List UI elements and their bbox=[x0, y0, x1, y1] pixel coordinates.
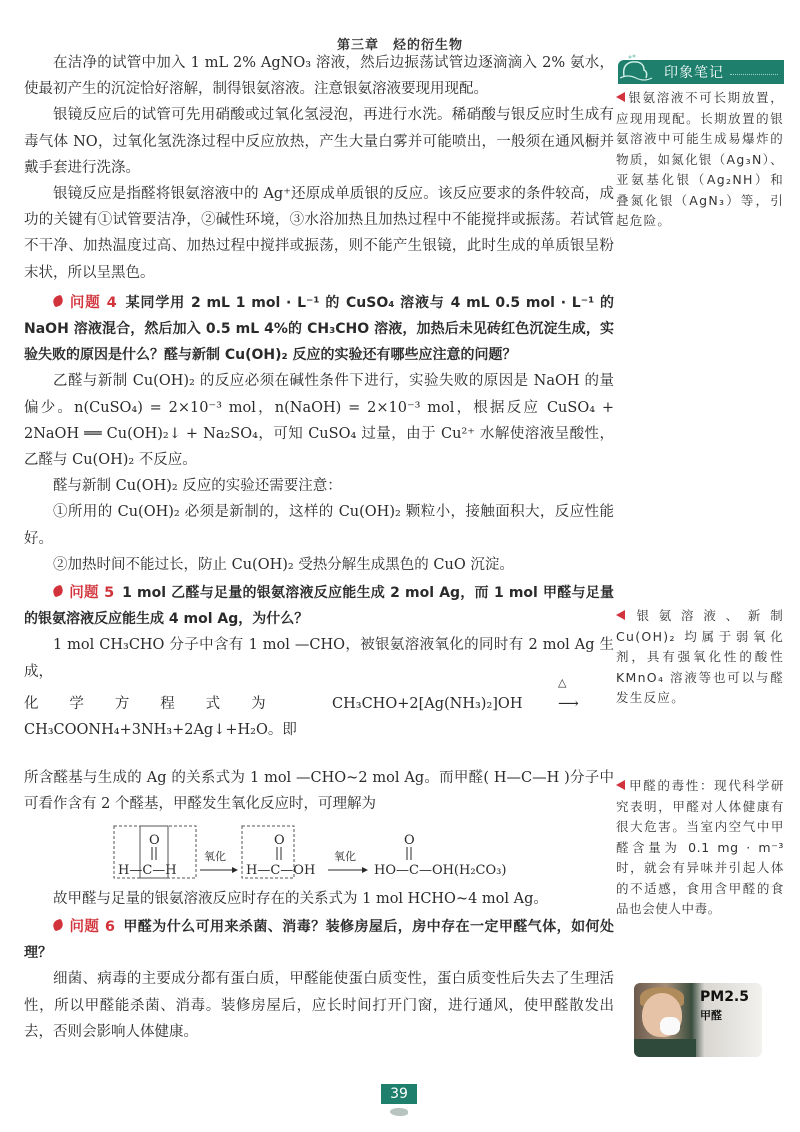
paragraph-silver-mirror: 银镜反应是指醛将银氨溶液中的 Ag⁺还原成单质银的反应。该反应要求的条件较高，成功的关键有①试管要洁净，②碱性环境，③水浴加热且加热过程中不能搅拌或振荡。若试管不干净、加热温度过高、加热过程中搅拌或振荡，则不能产生银镜，此时生成的单质银呈粉末状，所以呈黑色。 bbox=[24, 186, 614, 281]
reaction-arrow: △ ⟶ bbox=[558, 691, 614, 717]
note-text: 甲醛的毒性：现代科学研究表明，甲醛对人体健康有很大危害。当室内空气中甲醛含量为 0.1 mg · m⁻³ 时，就会有异味并引起人体的不适感，食用含甲醛的食品也会使人中毒。 bbox=[616, 778, 784, 916]
question-text: 某同学用 2 mL 1 mol · L⁻¹ 的 CuSO₄ 溶液与 4 mL 0.5 mol · L⁻¹ 的 NaOH 溶液混合，然后加入 0.5 mL 4%的 CH₃CHO 溶液，加热后未见砖红色沉淀生成，实验失败的原因是什么？醛与新制 Cu(OH)₂ 反应的实验还有哪些应注意的问题？ bbox=[24, 294, 614, 364]
leaf-bullet-icon bbox=[52, 294, 65, 307]
svg-text:O: O bbox=[149, 832, 160, 848]
paragraph-silver-ammonia-prep: 在洁净的试管中加入 1 mL 2% AgNO₃ 溶液，然后边振荡试管边逐滴滴入 2% 氨水，使最初产生的沉淀恰好溶解，制得银氨溶液。注意银氨溶液要现用现配。 bbox=[24, 55, 614, 98]
chemical-equation bbox=[24, 675, 614, 743]
heat-condition: △ bbox=[558, 675, 567, 689]
formaldehyde-oxidation-diagram bbox=[24, 820, 614, 882]
question-5 bbox=[24, 580, 614, 632]
triangle-marker-icon bbox=[616, 92, 625, 102]
sidebar-note-formaldehyde-toxicity bbox=[616, 776, 784, 920]
elephant-icon bbox=[618, 54, 656, 82]
answer-4-notes-intro: 醛与新制 Cu(OH)₂ 反应的实验还需要注意： bbox=[53, 478, 342, 495]
question-text: 1 mol 乙醛与足量的银氨溶液反应能生成 2 mol Ag，而 1 mol 甲醛与足量的银氨溶液反应能生成 4 mol Ag，为什么？ bbox=[24, 585, 614, 628]
question-6 bbox=[24, 914, 614, 966]
question-label: 问题 6 bbox=[69, 918, 115, 935]
photo-tissue bbox=[660, 1017, 680, 1035]
photo-caption-pm25: PM2.5 bbox=[700, 989, 749, 1005]
photo-caption-formaldehyde: 甲醛 bbox=[700, 1009, 722, 1022]
sidebar-header bbox=[618, 60, 784, 84]
triangle-marker-icon bbox=[616, 610, 625, 620]
page-number: 39 bbox=[381, 1084, 417, 1104]
question-text: 甲醛为什么可用来杀菌、消毒？装修房屋后，房中存在一定甲醛气体，如何处理？ bbox=[24, 918, 615, 962]
sidebar-note-oxidants bbox=[616, 606, 784, 709]
leaf-bullet-icon bbox=[52, 918, 65, 931]
svg-text:O: O bbox=[404, 832, 415, 848]
triangle-marker-icon bbox=[616, 780, 625, 790]
answer-5-intro: 1 mol CH₃CHO 分子中含有 1 mol —CHO，被银氨溶液氧化的同时有 2 mol Ag 生成， bbox=[24, 637, 614, 680]
svg-text:O: O bbox=[274, 832, 285, 848]
header-dotted-line bbox=[730, 74, 778, 75]
equation-products: CH₃COONH₄+3NH₃+2Ag↓+H₂O。即 bbox=[24, 722, 297, 739]
svg-text:氧化: 氧化 bbox=[334, 849, 356, 863]
leaf-bullet-icon bbox=[52, 585, 65, 598]
question-label: 问题 5 bbox=[69, 585, 115, 602]
equation-reactants: 化学方程式为 CH₃CHO+2[Ag(NH₃)₂]OH bbox=[24, 695, 523, 712]
main-content bbox=[24, 50, 614, 1045]
sidebar-note-silver-ammonia bbox=[616, 88, 784, 232]
note-text: 银氨溶液、新制 Cu(OH)₂ 均属于弱氧化剂，具有强氧化性的酸性 KMnO₄ 溶液等也可以与醛发生反应。 bbox=[616, 608, 784, 705]
answer-5-conclusion: 故甲醛与足量的银氨溶液反应时存在的关系式为 1 mol HCHO~4 mol Ag。 bbox=[53, 890, 548, 907]
paragraph-cleaning: 银镜反应后的试管可先用硝酸或过氧化氢浸泡，再进行水洗。稀硝酸与银反应时生成有毒气体 NO，过氧化氢洗涤过程中反应放热，产生大量白雾并可能喷出，一般须在通风橱并戴手套进行洗涤。 bbox=[24, 107, 614, 176]
question-4 bbox=[24, 290, 614, 369]
note-text: 银氨溶液不可长期放置，应现用现配。长期放置的银氨溶液中可能生成易爆炸的物质，如氮化银（Ag₃N）、亚氨基化银（Ag₂NH）和叠氮化银（AgN₃）等，引起危险。 bbox=[616, 90, 784, 228]
svg-text:H—C—OH: H—C—OH bbox=[246, 862, 316, 878]
answer-4-note-1: ①所用的 Cu(OH)₂ 必须是新制的，这样的 Cu(OH)₂ 颗粒小，接触面积大，反应性能好。 bbox=[24, 504, 614, 547]
answer-4-reason: 乙醛与新制 Cu(OH)₂ 的反应必须在碱性条件下进行，实验失败的原因是 NaOH 的量偏少。n(CuSO₄) = 2×10⁻³ mol，n(NaOH) = 2×10⁻³ mol，根据反应 CuSO₄ + 2NaOH ══ Cu(OH)₂↓ + Na₂SO₄，可知 CuSO₄ 过量，由于 Cu²⁺ 水解使溶液呈酸性，乙醛与 Cu(OH)₂ 不反应。 bbox=[24, 373, 614, 469]
answer-6: 细菌、病毒的主要成分都有蛋白质，甲醛能使蛋白质变性，蛋白质变性后失去了生理活性，所以甲醛能杀菌、消毒。装修房屋后，应长时间打开门窗，进行通风，使甲醛散发出去，否则会影响人体健康。 bbox=[24, 971, 614, 1040]
question-label: 问题 4 bbox=[69, 294, 117, 311]
svg-text:氧化: 氧化 bbox=[204, 849, 226, 863]
svg-text:H—C—H: H—C—H bbox=[118, 862, 177, 878]
photo-shirt bbox=[634, 1039, 696, 1057]
answer-5-relation: 所含醛基与生成的 Ag 的关系式为 1 mol —CHO~2 mol Ag。而甲醛( H—C—H )分子中可看作含有 2 个醛基，甲醛发生氧化反应时，可理解为 bbox=[24, 770, 614, 813]
child-sneezing-photo bbox=[634, 983, 762, 1057]
chapter-header: 第三章 烃的衍生物 bbox=[336, 38, 463, 53]
answer-4-note-2: ②加热时间不能过长，防止 Cu(OH)₂ 受热分解生成黑色的 CuO 沉淀。 bbox=[53, 556, 514, 573]
sidebar-title: 印象笔记 bbox=[664, 65, 724, 81]
page-ornament-icon bbox=[390, 1108, 408, 1116]
oxidation-structure-svg bbox=[112, 820, 532, 882]
svg-text:HO—C—OH(H₂CO₃): HO—C—OH(H₂CO₃) bbox=[374, 862, 507, 878]
